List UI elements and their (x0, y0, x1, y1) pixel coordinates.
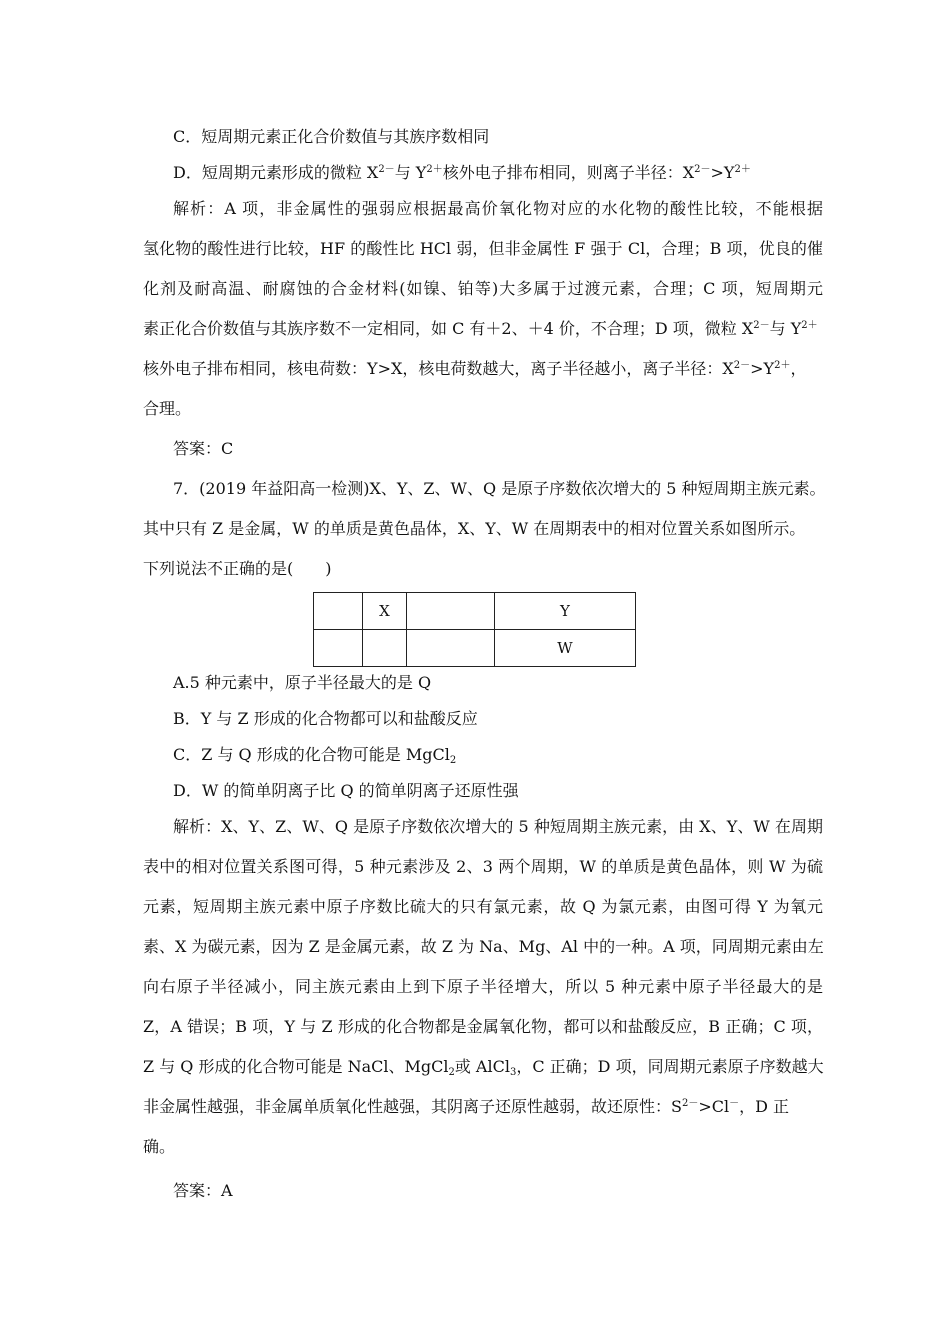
table-cell-y: Y (495, 593, 636, 630)
q7-stem-line: 其中只有 Z 是金属，W 的单质是黄色晶体，X、Y、W 在周期表中的相对位置关系如图所示。 (143, 519, 806, 538)
q7-analysis-line: 素、X 为碳元素，因为 Z 是金属元素，故 Z 为 Na、Mg、Al 中的一种。A 项，同周期元素由左 (143, 937, 824, 956)
q7-analysis-line: 元素，短周期主族元素中原子序数比硫大的只有氯元素，故 Q 为氯元素，由图可得 Y 为氧元 (143, 897, 823, 916)
q6-analysis-line: 解析：A 项，非金属性的强弱应根据最高价氧化物对应的水化物的酸性比较，不能根据 (173, 199, 823, 218)
table-cell (407, 593, 495, 630)
q7-analysis-line: 解析：X、Y、Z、W、Q 是原子序数依次增大的 5 种短周期主族元素，由 X、Y、W 在周期 (173, 817, 823, 836)
q7-analysis-line: 非金属性越强，非金属单质氧化性越强，其阴离子还原性越弱，故还原性：$S^{2-}>Cl^-$，D 正 (143, 1097, 790, 1116)
q7-stem-line: 7．(2019 年益阳高一检测)X、Y、Z、W、Q 是原子序数依次增大的 5 种短周期主族元素。 (173, 479, 826, 498)
q6-analysis-line: 氢化物的酸性进行比较，HF 的酸性比 HCl 弱，但非金属性 F 强于 Cl，合理；B 项，优良的催 (143, 239, 823, 258)
q6-analysis-line: 核外电子排布相同，核电荷数：Y>X，核电荷数越大，离子半径越小，离子半径：$X^{2-}>Y^{2+}$， (143, 359, 807, 378)
table-cell-w: W (495, 630, 636, 667)
q7-option-c: C．Z 与 Q 形成的化合物可能是 MgCl$_2$ (173, 745, 457, 766)
q7-analysis-line: 确。 (143, 1137, 176, 1156)
table-cell (314, 630, 363, 667)
q7-analysis-line: 向右原子半径减小，同主族元素由上到下原子半径增大，所以 5 种元素中原子半径最大的是 (143, 977, 823, 996)
table-cell (314, 593, 363, 630)
q6-option-d: D．短周期元素形成的微粒 $X^{2-}$与 $Y^{2+}$核外电子排布相同，则离子半径：$X^{2-}>Y^{2+}$ (173, 163, 751, 182)
q6-analysis-line: 化剂及耐高温、耐腐蚀的合金材料(如镍、铂等)大多属于过渡元素，合理；C 项，短周期元 (143, 279, 823, 298)
q7-analysis-line: 表中的相对位置关系图可得，5 种元素涉及 2、3 两个周期，W 的单质是黄色晶体，则 W 为硫 (143, 857, 823, 876)
table-cell (363, 630, 407, 667)
q7-stem-line: 下列说法不正确的是( ) (143, 559, 332, 578)
q6-option-c: C．短周期元素正化合价数值与其族序数相同 (173, 127, 490, 146)
q7-option-d: D．W 的简单阴离子比 Q 的简单阴离子还原性强 (173, 781, 519, 800)
q6-analysis-line: 合理。 (143, 399, 192, 418)
table-cell-x: X (363, 593, 407, 630)
q7-answer: 答案：A (173, 1181, 233, 1200)
q6-analysis-line: 素正化合价数值与其族序数不一定相同，如 C 有＋2、＋4 价，不合理；D 项，微粒 $X^{2-}$与 $Y^{2+}$ (143, 319, 818, 338)
q6-answer: 答案：C (173, 439, 234, 458)
table-row (314, 593, 636, 630)
periodic-table-fragment (313, 592, 636, 667)
q7-analysis-line: Z，A 错误；B 项，Y 与 Z 形成的化合物都是金属氧化物，都可以和盐酸反应，B 正确；C 项， (143, 1017, 823, 1036)
q7-option-a: A.5 种元素中，原子半径最大的是 Q (173, 673, 432, 692)
q7-analysis-line: Z 与 Q 形成的化合物可能是 NaCl、MgCl$_2$或 AlCl$_3$，C 正确；D 项，同周期元素原子序数越大 (143, 1057, 824, 1078)
table-row (314, 630, 636, 667)
table-cell (407, 630, 495, 667)
q7-option-b: B．Y 与 Z 形成的化合物都可以和盐酸反应 (173, 709, 478, 728)
